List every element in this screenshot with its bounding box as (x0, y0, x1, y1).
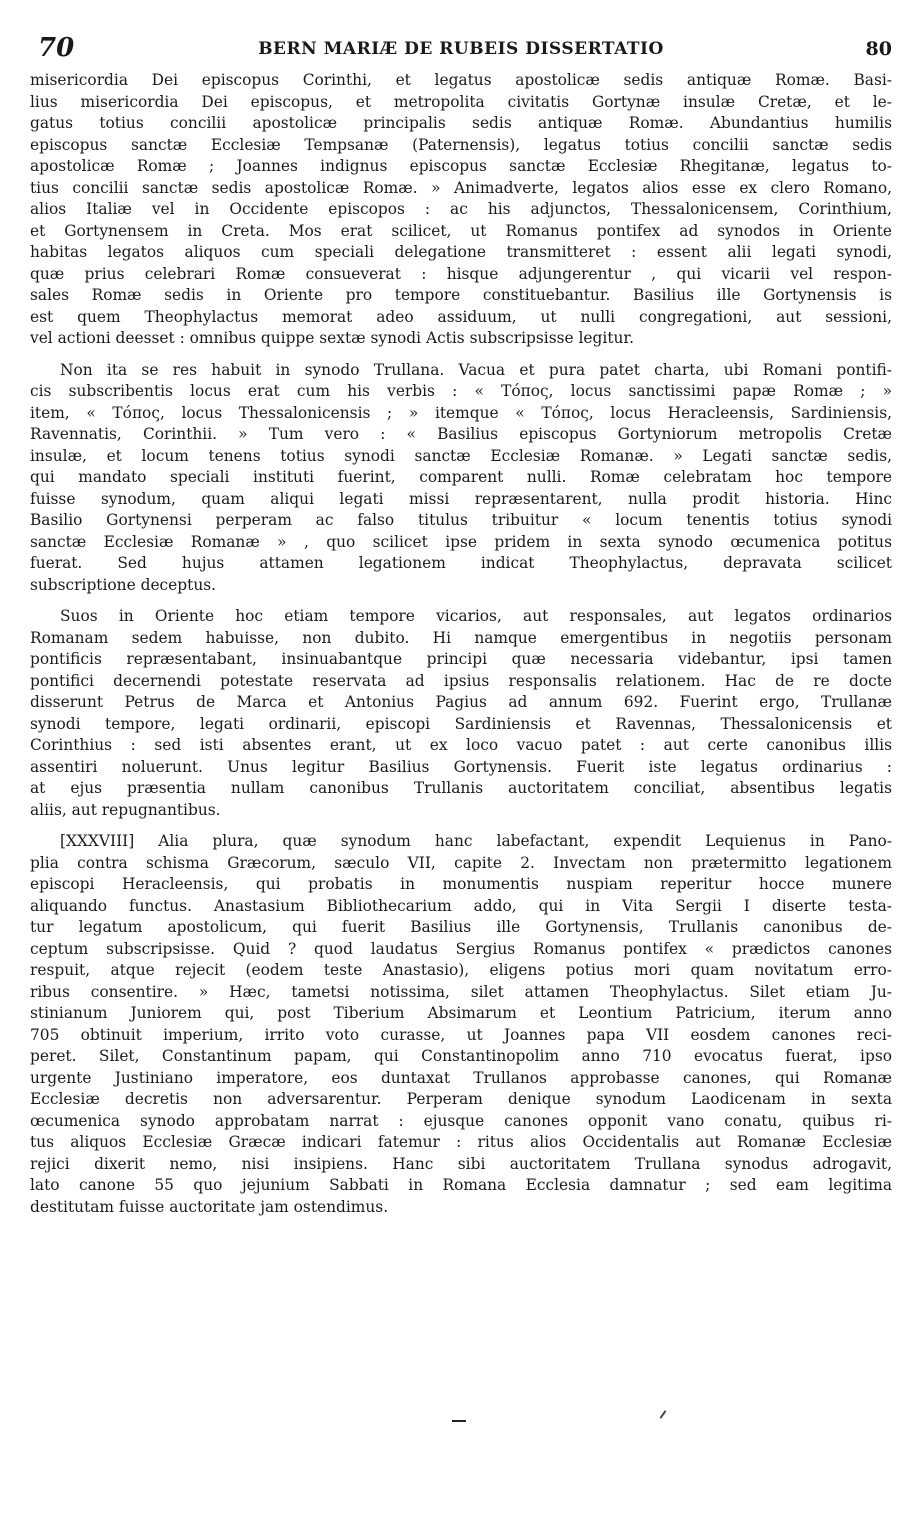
text-line: gatus totius concilii apostolicæ principalis sedis antiquæ Romæ. Abundantius humilis (30, 114, 892, 132)
text-line: insulæ, et locum tenens totius synodi sanctæ Ecclesiæ Romanæ. » Legati sanctæ sedis, (30, 446, 892, 465)
text-line: item, « Τόπος, locus Thessalonicensis ; » itemque « Τόπος, locus Heracleensis, Sardiniensis, (30, 403, 892, 422)
text-line: disserunt Petrus de Marca et Antonius Pagius ad annum 692. Fuerint ergo, Trullanæ (30, 693, 892, 711)
text-line: et Gortynensem in Creta. Mos erat scilicet, ut Romanus pontifex ad synodos in Oriente (30, 221, 892, 240)
text-line: lato canone 55 quo jejunium Sabbati in Romana Ecclesia damnatur ; sed eam legitima (30, 1176, 892, 1194)
body-text (30, 70, 892, 1218)
text-line: Romanam sedem habuisse, non dubito. Hi namque emergentibus in negotiis personam (30, 628, 892, 647)
text-line: est quem Theophylactus memorat adeo assiduum, ut nulli congregationi, aut sessioni, (30, 307, 892, 326)
page-number: 80 (865, 38, 892, 60)
footer-marks (0, 1410, 916, 1430)
footer-dash (452, 1420, 466, 1422)
running-title: BERN MARIÆ DE RUBEIS DISSERTATIO (258, 39, 664, 59)
text-line: Ravennatis, Corinthii. » Tum vero : « Basilius episcopus Gortyniorum metropolis Cretæ (30, 425, 892, 443)
text-line: aliquando functus. Anastasium Bibliothecarium addo, qui in Vita Sergii I diserte testa- (30, 896, 892, 915)
text-line: synodi tempore, legati ordinarii, episcopi Sardiniensis et Ravennas, Thessalonicensis et (30, 714, 892, 733)
text-line: subscriptione deceptus. (30, 575, 217, 594)
text-line: lius misericordia Dei episcopus, et metropolita civitatis Gortynæ insulæ Cretæ, et le- (30, 92, 892, 111)
text-line: episcopus sanctæ Ecclesiæ Tempsanæ (Paternensis), legatus totius concilii sanctæ sedis (30, 135, 892, 154)
text-line: peret. Silet, Constantinum papam, qui Constantinopolim anno 710 evocatus fuerat, ipso (30, 1047, 892, 1065)
text-line: stinianum Juniorem qui, post Tiberium Absimarum et Leontium Patricium, iterum anno (30, 1004, 892, 1022)
page-mark: 70 (38, 33, 75, 63)
text-line: plia contra schisma Græcorum, sæculo VII, capite 2. Invectam non prætermitto legationem (30, 853, 892, 872)
text-line: vel actioni deesset : omnibus quippe sextæ synodi Actis subscripsisse legitur. (30, 329, 634, 347)
paragraph-gap (30, 821, 892, 831)
text-line: aliis, aut repugnantibus. (30, 800, 221, 819)
text-line: œcumenica synodo approbatam narrat : ejusque canones opponit vano conatu, quibus ri- (30, 1111, 892, 1130)
paragraph (30, 360, 892, 597)
text-line: urgente Justiniano imperatore, eos duntaxat Trullanos approbasse canones, qui Romanæ (30, 1068, 892, 1087)
text-line: episcopi Heracleensis, qui probatis in monumentis nuspiam reperitur hocce munere (30, 875, 892, 893)
text-line: ribus consentire. » Hæc, tametsi notissima, silet attamen Theophylactus. Silet etiam Ju- (30, 982, 892, 1001)
text-line: fuisse synodum, quam aliqui legati missi repræsentarent, nulla prodit historia. Hinc (30, 489, 892, 508)
text-line: tius concilii sanctæ sedis apostolicæ Romæ. » Animadverte, legatos alios esse ex clero Romano, (30, 178, 892, 197)
paragraph-gap (30, 350, 892, 360)
text-line: quæ prius celebrari Romæ consueverat : hisque adjungerentur , qui vicarii vel respon- (30, 264, 892, 283)
text-line: apostolicæ Romæ ; Joannes indignus episcopus sanctæ Ecclesiæ Rhegitanæ, legatus to- (30, 157, 892, 175)
text-line: tus aliquos Ecclesiæ Græcæ indicari fatemur : ritus alios Occidentalis aut Romanæ Ecclesiæ (30, 1133, 892, 1151)
paragraph (30, 606, 892, 821)
text-line: habitas legatos aliquos cum speciali delegatione transmitteret : essent alii legati synodi, (30, 243, 892, 261)
running-header (30, 34, 892, 70)
text-line: Non ita se res habuit in synodo Trullana. Vacua et pura patet charta, ubi Romani pontifi- (60, 360, 892, 379)
text-line: sanctæ Ecclesiæ Romanæ » , quo scilicet ipse pridem in sexta synodo œcumenica potitus (30, 532, 892, 551)
text-line: qui mandato speciali instituti fuerint, comparent nulli. Romæ celebratam hoc tempore (30, 468, 892, 486)
text-line: sales Romæ sedis in Oriente pro tempore constituebantur. Basilius ille Gortynensis is (30, 286, 892, 304)
text-line: fuerat. Sed hujus attamen legationem indicat Theophylactus, depravata scilicet (30, 554, 892, 572)
text-line: pontifici decernendi potestate reservata ad ipsius responsalis relationem. Hac de re docte (30, 671, 892, 690)
document-page (30, 34, 892, 1218)
text-line: Corinthius : sed isti absentes erant, ut ex loco vacuo patet : aut certe canonibus illis (30, 736, 892, 754)
text-line: 705 obtinuit imperium, irrito voto curasse, ut Joannes papa VII eosdem canones reci- (30, 1025, 892, 1044)
text-line: pontificis repræsentabant, insinuabantque principi quæ necessaria videbantur, ipsi tamen (30, 650, 892, 668)
text-line: misericordia Dei episcopus Corinthi, et legatus apostolicæ sedis antiquæ Romæ. Basi- (30, 71, 892, 89)
text-line: [XXXVIII] Alia plura, quæ synodum hanc labefactant, expendit Lequienus in Pano- (60, 832, 892, 850)
paragraph (30, 70, 892, 350)
text-line: at ejus præsentia nullam canonibus Trullanis auctoritatem conciliat, absentibus legatis (30, 779, 892, 797)
text-line: cis subscribentis locus erat cum his verbis : « Τόπος, locus sanctissimi papæ Romæ ; » (30, 382, 892, 400)
text-line: Suos in Oriente hoc etiam tempore vicarios, aut responsales, aut legatos ordinarios (60, 607, 892, 625)
paragraph-gap (30, 596, 892, 606)
paragraph (30, 831, 892, 1218)
text-line: ceptum subscripsisse. Quid ? quod laudatus Sergius Romanus pontifex « prædictos canones (30, 939, 892, 958)
text-line: alios Italiæ vel in Occidente episcopos : ac his adjunctos, Thessalonicensem, Corinthium, (30, 200, 892, 218)
text-line: destitutam fuisse auctoritate jam ostendimus. (30, 1197, 389, 1216)
text-line: respuit, atque rejecit (eodem teste Anastasio), eligens potius mori quam novitatum erro- (30, 961, 892, 979)
footer-tick (660, 1410, 667, 1419)
text-line: rejici dixerit nemo, nisi insipiens. Hanc sibi auctoritatem Trullana synodus adrogavit, (30, 1154, 892, 1173)
text-line: assentiri noluerunt. Unus legitur Basilius Gortynensis. Fuerit iste legatus ordinarius : (30, 757, 892, 776)
text-line: Ecclesiæ decretis non adversarentur. Perperam denique synodum Laodicenam in sexta (30, 1090, 892, 1108)
text-line: tur legatum apostolicum, qui fuerit Basilius ille Gortynensis, Trullanis canonibus de- (30, 918, 892, 936)
text-line: Basilio Gortynensi perperam ac falso titulus tribuitur « locum tenentis totius synodi (30, 511, 892, 529)
